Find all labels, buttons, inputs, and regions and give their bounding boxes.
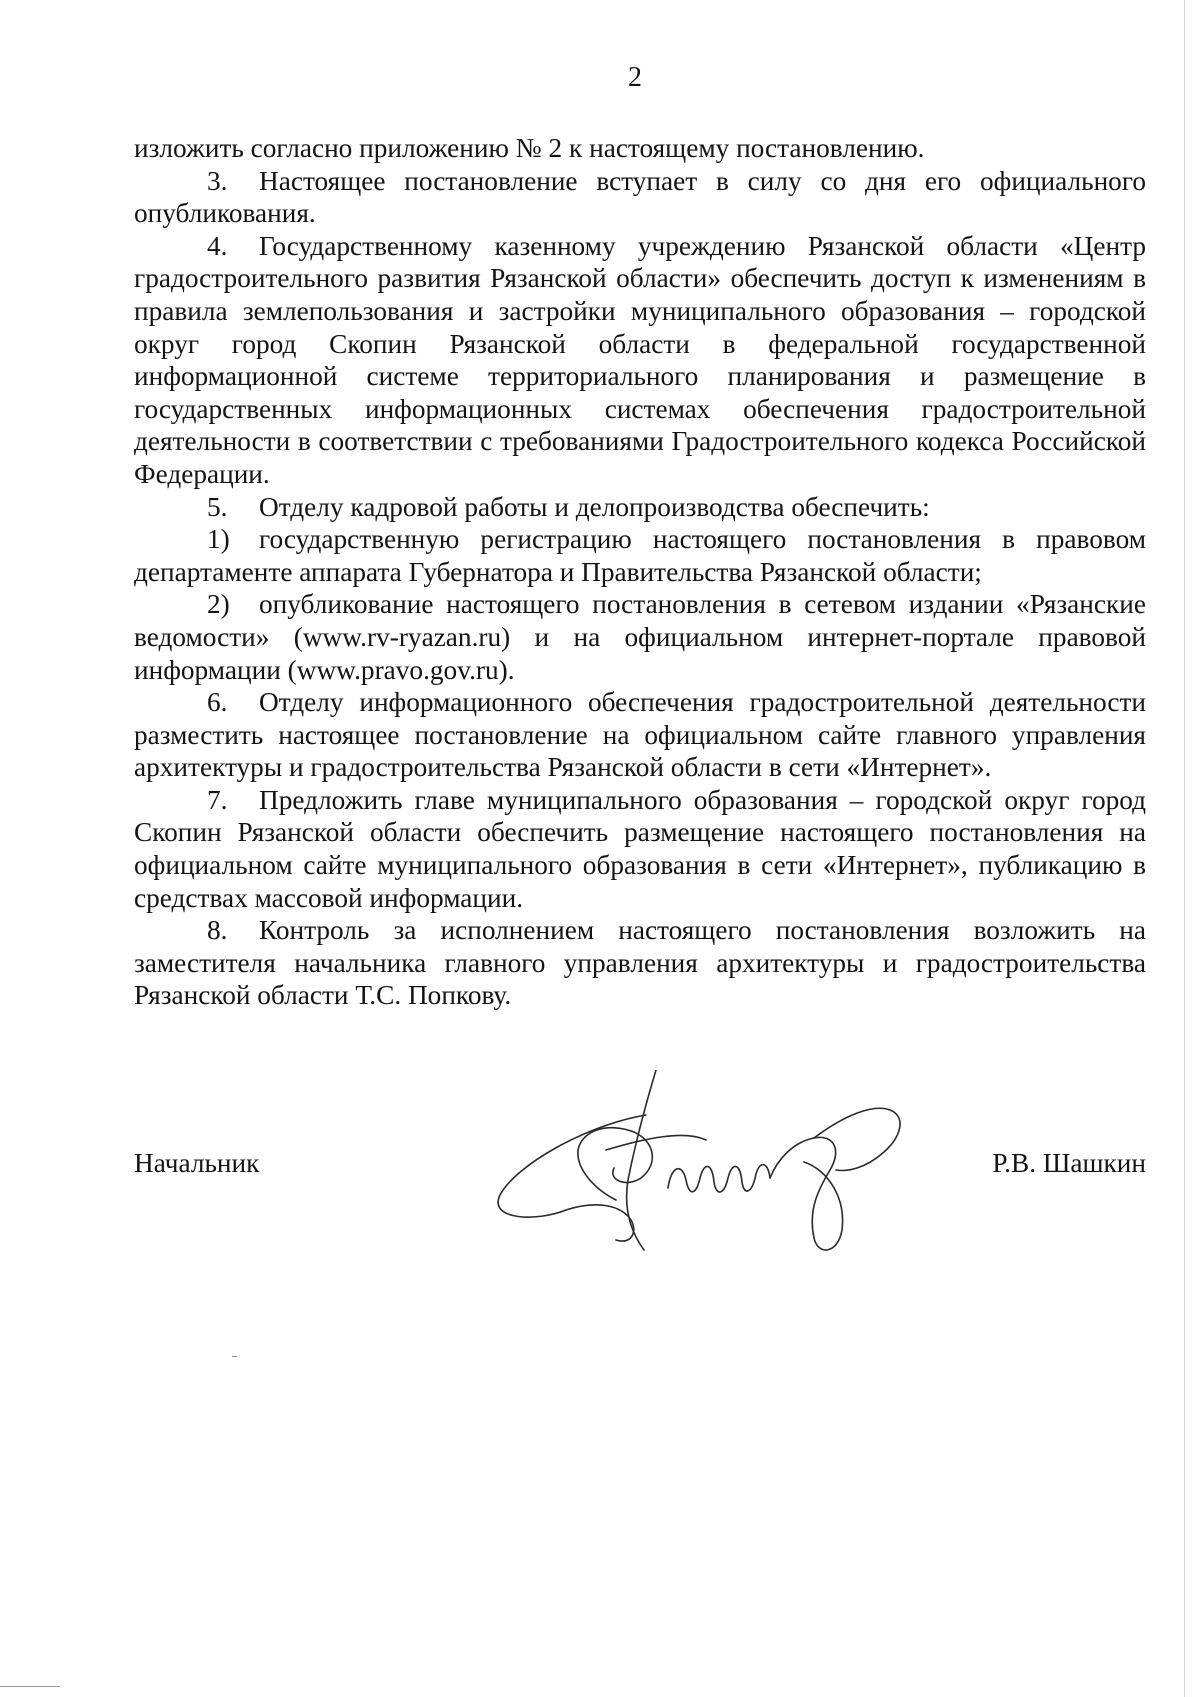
- scan-edge-line: [1184, 0, 1185, 1697]
- item-number: 3.: [207, 165, 228, 196]
- paragraph-item-6: [134, 686, 1146, 784]
- item-number: 4.: [207, 230, 228, 261]
- paragraph-text: государственную регистрацию настоящего постановления в правовом департаменте аппарата Губернатора и Правительства Рязанской области;: [134, 524, 1146, 587]
- item-number: 8.: [207, 915, 228, 946]
- signatory-position: Начальник: [134, 1148, 260, 1178]
- paragraph-text: опубликование настоящего постановления в сетевом издании «Рязанские ведомости» (www.rv-ryazan.ru) и на официальном интернет-портале правовой информации (www.pravo.gov.ru).: [134, 589, 1146, 685]
- paragraph-item-4: [134, 230, 1146, 491]
- document-body: [134, 132, 1146, 1012]
- signatory-name: Р.В. Шашкин: [992, 1148, 1146, 1178]
- paragraph-text: изложить согласно приложению № 2 к настоящему постановлению.: [134, 133, 925, 163]
- paragraph-item-3: [134, 165, 1146, 230]
- item-number: 7.: [207, 784, 228, 815]
- item-number: 6.: [207, 687, 228, 718]
- paragraph-item-8: [134, 914, 1146, 1012]
- paragraph-text: Отделу информационного обеспечения градостроительной деятельности разместить настоящее постановление на официальном сайте главного управления архитектуры и градостроительства Рязанской области в сети «Интернет».: [134, 687, 1146, 783]
- paragraph-text: Контроль за исполнением настоящего постановления возложить на заместителя начальника главного управления архитектуры и градостроительства Рязанской области Т.С. Попкову.: [134, 915, 1146, 1011]
- paragraph-subitem-2: [134, 588, 1146, 686]
- paragraph-subitem-1: [134, 523, 1146, 588]
- scan-speck: [232, 1356, 237, 1357]
- paragraph-text: Предложить главе муниципального образования – городской округ город Скопин Рязанской области обеспечить размещение настоящего постановления на официальном сайте муниципального образования в сети «Интернет», публикацию в средствах массовой информации.: [134, 784, 1146, 913]
- item-number: 2): [207, 589, 230, 620]
- paragraph-item-5: [134, 491, 1146, 524]
- paragraph-text: Государственному казенному учреждению Рязанской области «Центр градостроительного развития Рязанской области» обеспечить доступ к изменениям в правила землепользования и застройки муниципального образования – городской округ город Скопин Рязанской области в федеральной государственной информационной системе территориального планирования и размещение в государственных информационных системах обеспечения градостроительной деятельности в соответствии с требованиями Градостроительного кодекса Российской Федерации.: [134, 230, 1146, 489]
- page-number: 2: [628, 62, 642, 93]
- paragraph-continuation: [134, 132, 1146, 165]
- handwritten-signature: [496, 1070, 946, 1260]
- paragraph-text: Настоящее постановление вступает в силу со дня его официального опубликования.: [134, 165, 1146, 229]
- paragraph-item-7: [134, 784, 1146, 914]
- item-number: 1): [207, 524, 230, 555]
- scan-edge-mark: [0, 1686, 60, 1687]
- item-number: 5.: [207, 491, 228, 522]
- paragraph-text: Отделу кадровой работы и делопроизводства обеспечить:: [259, 491, 930, 522]
